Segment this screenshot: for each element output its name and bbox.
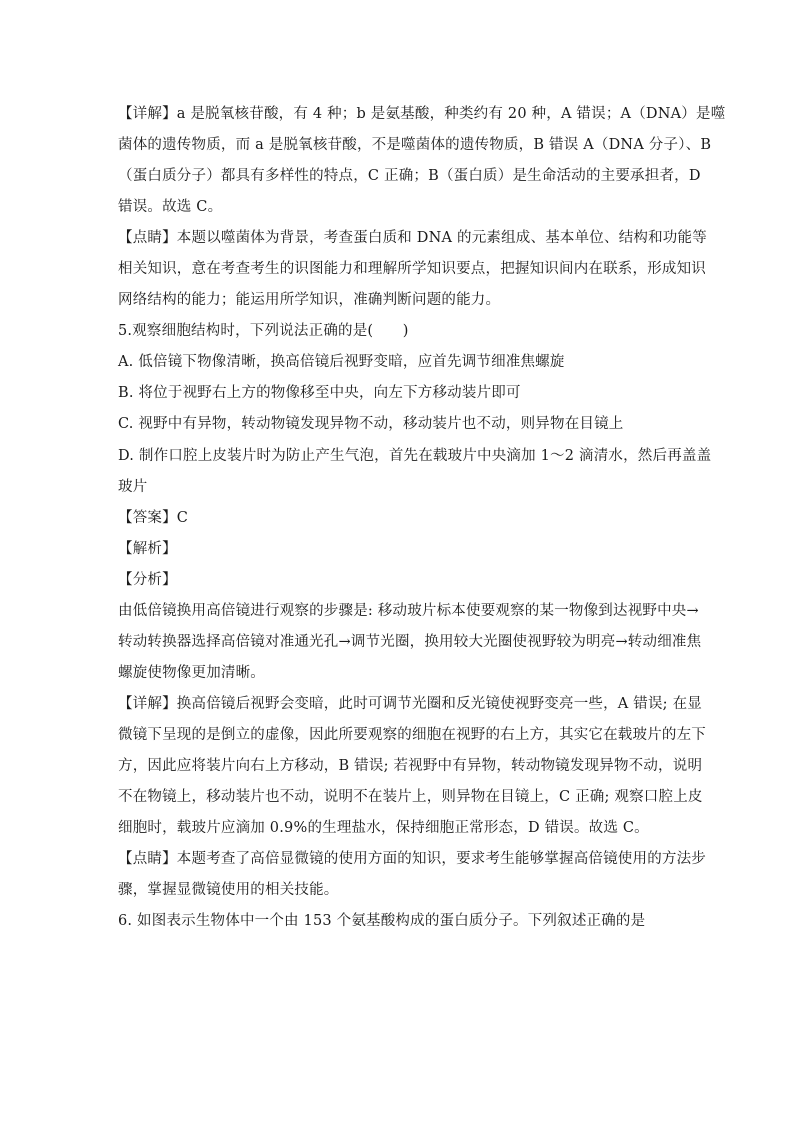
option-b: B. 将位于视野右上方的物像移至中央，向左下方移动装片即可 [118,385,521,401]
text-line: 【详解】换高倍镜后视野会变暗，此时可调节光圈和反光镜使视野变亮一些，A 错误; 在显 [118,696,702,712]
question-stem: 6. 如图表示生物体中一个由 153 个氨基酸构成的蛋白质分子。下列叙述正确的是 [118,913,646,929]
text-line: 骤，掌握显微镜使用的相关技能。 [118,882,339,898]
text-line: 【详解】a 是脱氧核苷酸，有 4 种；b 是氨基酸，种类约有 20 种，A 错误；A（DNA）是噬 [118,106,726,122]
text-line: 相关知识，意在考查考生的识图能力和理解所学知识要点，把握知识间内在联系，形成知识 [118,261,706,277]
option-d: D. 制作口腔上皮装片时为防止产生气泡，首先在载玻片中央滴加 1～2 滴清水，然后再盖盖 [118,448,712,464]
analysis-heading: 【解析】 [118,541,177,557]
text-line: 方，因此应将装片向右上方移动，B 错误; 若视野中有异物，转动物镜发现异物不动，说明 [118,758,703,774]
text-line: 微镜下呈现的是倒立的虚像，因此所要观察的细胞在视野的右上方，其实它在载玻片的左下 [118,727,706,743]
text-line: 菌体的遗传物质，而 a 是脱氧核苷酸，不是噬菌体的遗传物质，B 错误 A（DNA 分子）、B [118,137,712,153]
answer-line: 【答案】C [118,510,189,526]
text-line: 细胞时，载玻片应滴加 0.9%的生理盐水，保持细胞正常形态，D 错误。故选 C。 [118,820,649,836]
option-d-cont: 玻片 [118,479,148,495]
text-line: 【点睛】本题考查了高倍显微镜的使用方面的知识，要求考生能够掌握高倍镜使用的方法步 [118,851,706,867]
question-stem: 5.观察细胞结构时，下列说法正确的是( ) [118,323,409,339]
text-line: 螺旋使物像更加清晰。 [118,665,265,681]
text-line: 错误。故选 C。 [118,199,223,215]
text-line: 【点睛】本题以噬菌体为背景，考查蛋白质和 DNA 的元素组成、基本单位、结构和功能等 [118,230,707,246]
analysis-subheading: 【分析】 [118,572,177,588]
text-line: 不在物镜上，移动装片也不动，说明不在装片上，则异物在目镜上，C 正确; 观察口腔上皮 [118,789,703,805]
text-line: 网络结构的能力；能运用所学知识，准确判断问题的能力。 [118,292,501,308]
text-line: 由低倍镜换用高倍镜进行观察的步骤是: 移动玻片标本使要观察的某一物像到达视野中央→ [118,603,699,619]
text-line: （蛋白质分子）都具有多样性的特点，C 正确；B（蛋白质）是生命活动的主要承担者，D [118,168,701,184]
option-c: C. 视野中有异物，转动物镜发现异物不动，移动装片也不动，则异物在目镜上 [118,416,624,432]
text-line: 转动转换器选择高倍镜对准通光孔→调节光圈，换用较大光圈使视野较为明亮→转动细准焦 [118,634,702,650]
option-a: A. 低倍镜下物像清晰，换高倍镜后视野变暗，应首先调节细准焦螺旋 [118,354,565,370]
